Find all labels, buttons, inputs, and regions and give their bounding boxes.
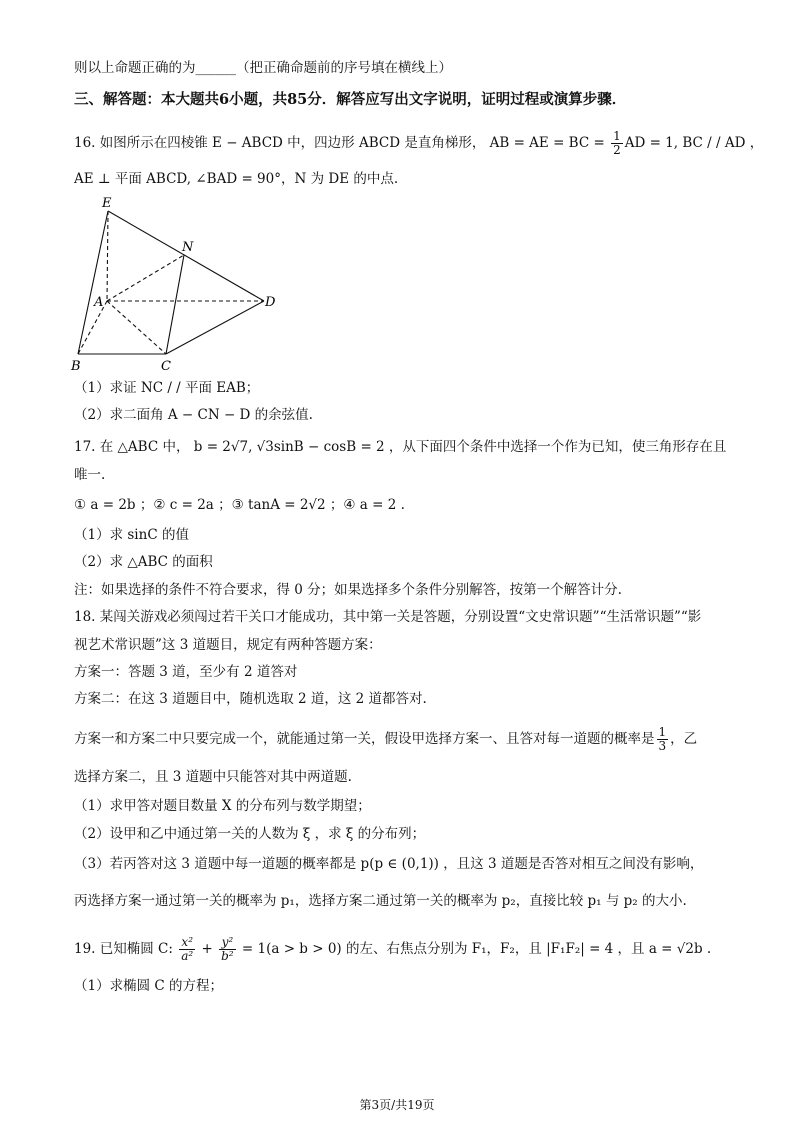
q19-fy-num: y² [219, 936, 236, 950]
q18-line5-pre: 方案一和方案二中只要完成一个，就能通过第一关，假设甲选择方案一、且答对每一道题的概率是 [74, 731, 655, 747]
q18-frac-den: 3 [658, 739, 667, 753]
edge-ED [108, 211, 264, 301]
q19-line1 [74, 936, 724, 963]
q17-line2: 唯一. [74, 467, 106, 483]
q19-fx-den: a² [181, 949, 194, 963]
pyramid-figure [68, 194, 288, 376]
label-D: D [265, 295, 276, 310]
label-N: N [182, 240, 194, 255]
q16-frac-den: 2 [613, 143, 621, 157]
q17-line1: 17. 在 △ABC 中， b = 2√7, √3sinB − cosB = 2 ，从下面四个条件中选择一个作为已知，使三角形存在且 [74, 439, 727, 455]
q16-line1-post: AD = 1, BC / / AD ， [624, 135, 764, 151]
q16-line1 [74, 129, 764, 157]
q18-part1: （1）求甲答对题目数量 X 的分布列与数学期望； [74, 798, 371, 814]
q19-line1-post: = 1(a > b > 0) 的左、右焦点分别为 F₁，F₂，且 |F₁F₂| = 4 ，且 a = √2b . [237, 941, 712, 957]
edge-EA [107, 211, 108, 301]
page-footer: 第3页/共19页 [359, 1098, 435, 1112]
q19-part1: （1）求椭圆 C 的方程； [74, 978, 224, 994]
q18-line5-post: ，乙 [670, 731, 698, 747]
q16-fraction [611, 130, 623, 157]
q16-part2: （2）求二面角 A − CN − D 的余弦值. [74, 407, 313, 423]
q18-line1: 18. 某闯关游戏必须闯过若干关口才能成功，其中第一关是答题，分别设置“文史常识题”“生活常识题”“影 [74, 609, 702, 625]
edge-AC [107, 301, 166, 354]
edge-CD [166, 301, 264, 354]
q18-part2: （2）设甲和乙中通过第一关的人数为 ξ ，求 ξ 的分布列； [74, 826, 426, 842]
q18-frac-num: 1 [658, 725, 667, 739]
q18-line2: 视艺术常识题”这 3 道题目，规定有两种答题方案： [74, 637, 382, 653]
q19-fx-num: x² [179, 936, 195, 950]
label-B: B [71, 359, 81, 374]
q16-line1-pre: 16. 如图所示在四棱锥 E − ABCD 中，四边形 ABCD 是直角梯形， AB = AE = BC = [74, 135, 610, 151]
section-heading: 三、解答题：本大题共6小题，共85分．解答应写出文字说明，证明过程或演算步骤． [74, 91, 627, 108]
q16-part1: （1）求证 NC / / 平面 EAB； [74, 380, 260, 396]
q17-part1: （1）求 sinC 的值 [74, 527, 189, 543]
label-C: C [161, 359, 171, 374]
q18-part3: （3）若丙答对这 3 道题中每一道题的概率都是 p(p ∈ (0,1)) ，且这 3 道题是否答对相互之间没有影响， [74, 856, 704, 872]
q18-line6: 选择方案二，且 3 道题中只能答对其中两道题. [74, 769, 352, 785]
q19-fy-den: b² [221, 949, 234, 963]
q19-plus: + [197, 941, 218, 957]
q18-plan2: 方案二：在这 3 道题目中，随机选取 2 道，这 2 道都答对. [74, 691, 427, 707]
q18-plan1: 方案一：答题 3 道，至少有 2 道答对 [74, 664, 298, 680]
q17-note: 注：如果选择的条件不符合要求，得 0 分；如果选择多个条件分别解答，按第一个解答计分. [74, 582, 622, 598]
edge-EB [78, 211, 108, 354]
q19-frac-y [219, 936, 236, 963]
q16-line2: AE ⊥ 平面 ABCD, ∠BAD = 90°，N 为 DE 的中点. [74, 171, 399, 187]
q19-line1-pre: 19. 已知椭圆 C: [74, 941, 178, 957]
q18-fraction [657, 726, 669, 753]
intro-line: 则以上命题正确的为______（把正确命题前的序号填在横线上） [74, 60, 452, 76]
q16-frac-num: 1 [613, 129, 621, 143]
q18-line5 [74, 726, 724, 753]
edge-NC [166, 255, 184, 354]
label-E: E [102, 196, 112, 211]
label-A: A [94, 295, 104, 310]
q18-part3b: 丙选择方案一通过第一关的概率为 p₁，选择方案二通过第一关的概率为 p₂，直接比较 p₁ 与 p₂ 的大小. [74, 893, 687, 909]
q19-frac-x [179, 936, 195, 963]
edge-AN [107, 255, 184, 301]
q17-part2: （2）求 △ABC 的面积 [74, 554, 213, 570]
q17-options: ① a = 2b ；② c = 2a ；③ tanA = 2√2 ；④ a = 2 . [74, 497, 405, 513]
